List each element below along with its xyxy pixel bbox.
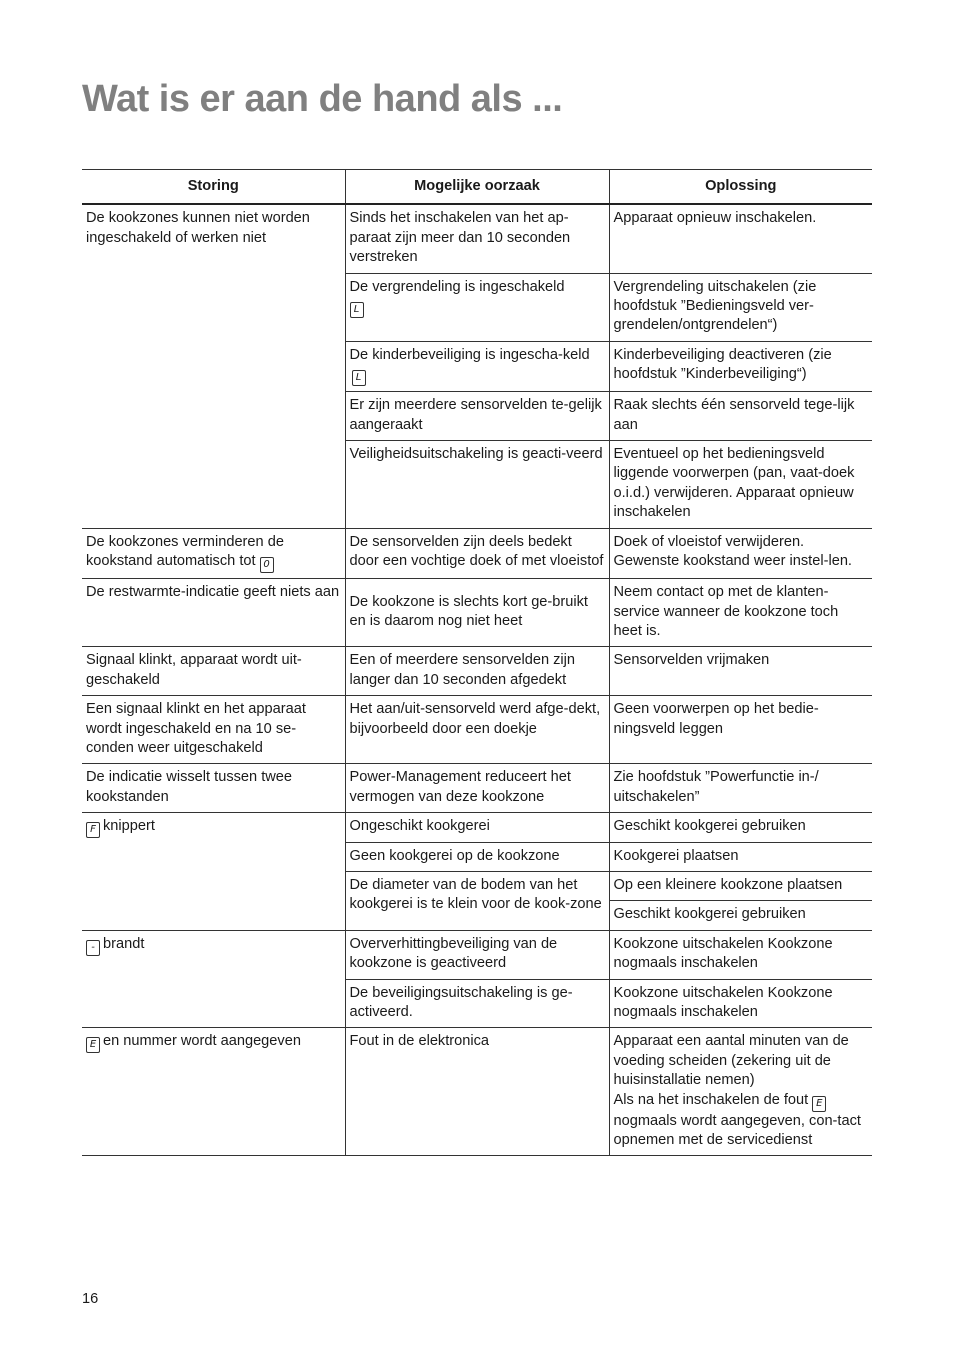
oplossing-cell — [609, 1028, 872, 1156]
table-header-row — [82, 170, 872, 205]
oorzaak-cell: De beveiligingsuitschakeling is ge-activeerd. — [345, 979, 609, 1028]
oplossing-cell: Sensorvelden vrijmaken — [609, 647, 872, 696]
oplossing-cell: Apparaat opnieuw inschakelen. — [609, 204, 872, 273]
header-oorzaak: Mogelijke oorzaak — [345, 170, 609, 205]
storing-cell — [82, 813, 345, 931]
e-symbol-icon: E — [86, 1037, 100, 1053]
table-row — [82, 204, 872, 273]
oplossing-cell: Kookzone uitschakelen Kookzone nogmaals inschakelen — [609, 930, 872, 979]
oorzaak-cell: Het aan/uit-sensorveld werd afge-dekt, bijvoorbeeld door een doekje — [345, 696, 609, 764]
e-symbol-icon: E — [812, 1096, 826, 1112]
oplossing-cell: Geschikt kookgerei gebruiken — [609, 901, 872, 930]
zero-symbol-icon: 0 — [260, 557, 274, 573]
oorzaak-cell: Ongeschikt kookgerei — [345, 813, 609, 842]
storing-text: De kookzones verminderen de kookstand automatisch tot — [86, 533, 284, 570]
storing-text: knippert — [103, 818, 155, 835]
oplossing-cell: Raak slechts één sensorveld tege-lijk aan — [609, 392, 872, 441]
oorzaak-cell — [345, 341, 609, 391]
storing-text: brandt — [103, 935, 145, 952]
table-row — [82, 579, 872, 647]
oplossing-cell: Geschikt kookgerei gebruiken — [609, 813, 872, 842]
oplossing-cell: Kinderbeveiliging deactiveren (zie hoofdstuk ”Kinderbeveiliging“) — [609, 341, 872, 391]
storing-cell: Signaal klinkt, apparaat wordt uit-geschakeld — [82, 647, 345, 696]
oorzaak-cell — [345, 273, 609, 341]
lock-symbol-icon: L — [352, 370, 366, 386]
oplossing-cell: Vergrendeling uitschakelen (zie hoofdstuk ”Bedieningsveld ver-grendelen/ontgrendelen“) — [609, 273, 872, 341]
oorzaak-cell: De sensorvelden zijn deels bedekt door een vochtige doek of met vloeistof — [345, 528, 609, 578]
dash-symbol-icon: - — [86, 940, 100, 956]
storing-cell: De kookzones kunnen niet worden ingeschakeld of werken niet — [82, 204, 345, 528]
oorzaak-cell: Veiligheidsuitschakeling is geacti-veerd — [345, 441, 609, 529]
lock-symbol-icon: L — [350, 302, 364, 318]
oplossing-cell: Kookzone uitschakelen Kookzone nogmaals inschakelen — [609, 979, 872, 1028]
oplossing-text: Als na het inschakelen de fout — [613, 1091, 809, 1108]
table-row — [82, 696, 872, 764]
oplossing-cell: Neem contact op met de klanten-service wanneer de kookzone toch heet is. — [609, 579, 872, 647]
header-storing: Storing — [82, 170, 345, 205]
oorzaak-cell: De diameter van de bodem van het kookgerei is te klein voor de kook-zone — [345, 871, 609, 930]
table-row — [82, 1028, 872, 1156]
f-symbol-icon: F — [86, 822, 100, 838]
storing-cell: De restwarmte-indicatie geeft niets aan — [82, 579, 345, 647]
oorzaak-cell: Oververhittingbeveiliging van de kookzone is geactiveerd — [345, 930, 609, 979]
oplossing-text: nogmaals wordt aangegeven, con-tact opnemen met de servicedienst — [613, 1112, 861, 1149]
oplossing-cell: Doek of vloeistof verwijderen. Gewenste kookstand weer instel-len. — [609, 528, 872, 578]
oplossing-cell: Kookgerei plaatsen — [609, 842, 872, 871]
oplossing-cell: Op een kleinere kookzone plaatsen — [609, 871, 872, 900]
oorzaak-cell: Er zijn meerdere sensorvelden te-gelijk aangeraakt — [345, 392, 609, 441]
storing-cell — [82, 528, 345, 578]
storing-cell: Een signaal klinkt en het apparaat wordt ingeschakeld en na 10 se-conden weer uitgeschakeld — [82, 696, 345, 764]
oorzaak-text: De kinderbeveiliging is ingescha-keld — [349, 346, 590, 363]
oorzaak-text: De vergrendeling is ingeschakeld — [349, 278, 565, 295]
oorzaak-cell: De kookzone is slechts kort ge-bruikt en is daarom nog niet heet — [345, 579, 609, 647]
table-row — [82, 528, 872, 578]
table-row — [82, 813, 872, 842]
page-title: Wat is er aan de hand als ... — [82, 78, 563, 120]
table-row — [82, 647, 872, 696]
storing-cell — [82, 930, 345, 1028]
oorzaak-cell: Een of meerdere sensorvelden zijn langer dan 10 seconden afgedekt — [345, 647, 609, 696]
storing-text: en nummer wordt aangegeven — [103, 1033, 301, 1050]
table-row — [82, 764, 872, 813]
oorzaak-cell: Sinds het inschakelen van het ap-paraat zijn meer dan 10 seconden verstreken — [345, 204, 609, 273]
storing-cell — [82, 1028, 345, 1156]
table-row — [82, 930, 872, 979]
oplossing-cell: Eventueel op het bedieningsveld liggende voorwerpen (pan, vaat-doek o.i.d.) verwijderen. Apparaat opnieuw inschakelen — [609, 441, 872, 529]
oplossing-cell: Zie hoofdstuk ”Powerfunctie in-/ uitschakelen” — [609, 764, 872, 813]
oorzaak-cell: Geen kookgerei op de kookzone — [345, 842, 609, 871]
oorzaak-cell: Fout in de elektronica — [345, 1028, 609, 1156]
page-number: 16 — [82, 1291, 99, 1307]
storing-cell: De indicatie wisselt tussen twee kookstanden — [82, 764, 345, 813]
oorzaak-cell: Power-Management reduceert het vermogen van deze kookzone — [345, 764, 609, 813]
header-oplossing: Oplossing — [609, 170, 872, 205]
oplossing-text: Apparaat een aantal minuten van de voeding scheiden (zekering uit de huisinstallatie nemen) — [613, 1033, 849, 1089]
oplossing-cell: Geen voorwerpen op het bedie-ningsveld leggen — [609, 696, 872, 764]
troubleshooting-table — [82, 169, 872, 1156]
